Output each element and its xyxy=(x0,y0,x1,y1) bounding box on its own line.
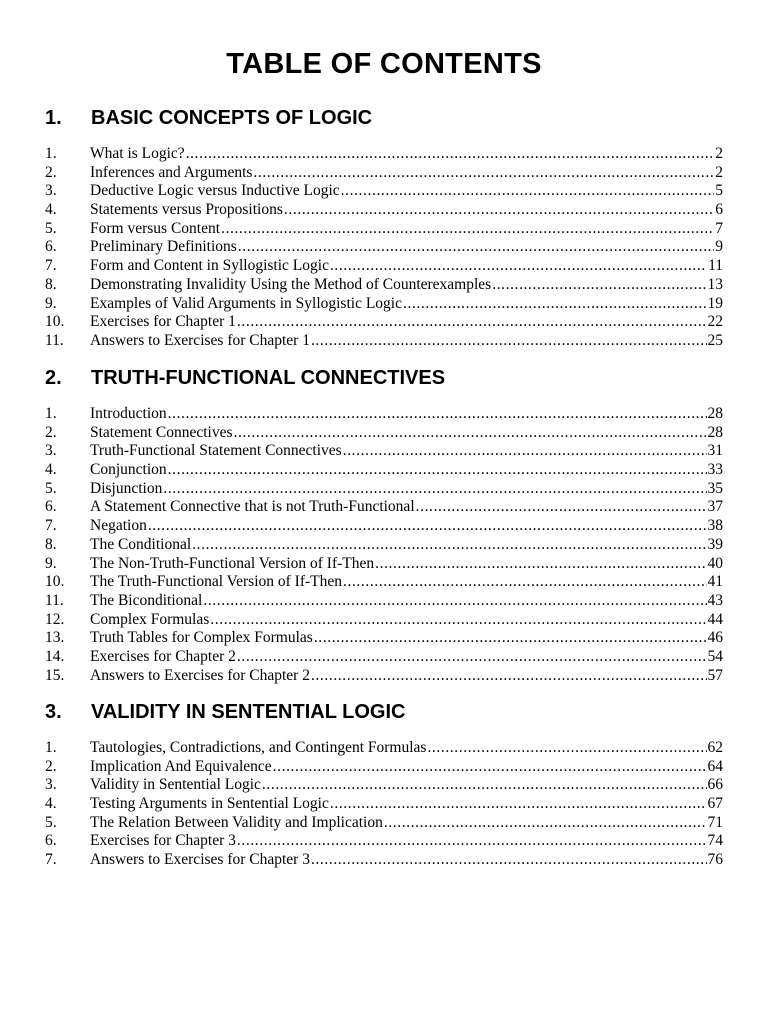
page-title: TABLE OF CONTENTS xyxy=(226,48,542,80)
entry-page-number: 13 xyxy=(707,275,723,293)
dot-leader xyxy=(238,238,714,256)
entry-line xyxy=(90,739,723,757)
entry-number: 6. xyxy=(45,238,57,256)
entry-page-number: 28 xyxy=(707,405,723,422)
entry-page-number: 38 xyxy=(707,517,723,535)
entry-title: Negation xyxy=(90,517,147,535)
entry-title: A Statement Connective that is not Truth-Functional xyxy=(90,498,415,516)
entry-title: The Conditional xyxy=(90,535,192,553)
chapter-heading xyxy=(0,701,768,741)
entry-list xyxy=(0,405,768,685)
entry-number: 13. xyxy=(45,629,65,647)
entry-title: Introduction xyxy=(90,405,167,422)
entry-number: 3. xyxy=(45,442,57,460)
entry-line xyxy=(90,776,723,794)
entry-page-number: 5 xyxy=(715,182,723,200)
toc-entry xyxy=(0,295,768,314)
dot-leader xyxy=(168,405,707,423)
entry-title: The Truth-Functional Version of If-Then xyxy=(90,573,342,591)
toc-entry xyxy=(0,795,768,814)
entry-page-number: 57 xyxy=(707,666,723,684)
dot-leader xyxy=(237,648,707,666)
toc-entry xyxy=(0,648,768,667)
dot-leader xyxy=(311,332,707,350)
entry-line xyxy=(90,313,723,331)
entry-title: The Relation Between Validity and Implication xyxy=(90,813,383,831)
entry-title: Disjunction xyxy=(90,479,163,497)
chapter-heading xyxy=(0,107,768,147)
dot-leader xyxy=(311,851,707,869)
entry-page-number: 44 xyxy=(707,610,723,628)
entry-number: 4. xyxy=(45,461,57,479)
entry-title: Form versus Content xyxy=(90,219,221,237)
entry-number: 11. xyxy=(45,331,64,349)
entry-line xyxy=(90,498,723,516)
toc-entry xyxy=(0,832,768,851)
toc-entry xyxy=(0,164,768,183)
entry-title: Conjunction xyxy=(90,461,167,479)
dot-leader xyxy=(221,220,714,238)
entry-number: 3. xyxy=(45,776,57,794)
entry-line xyxy=(90,461,723,479)
dot-leader xyxy=(416,498,707,516)
chapter-number: 3. xyxy=(45,701,62,723)
entry-page-number: 43 xyxy=(707,591,723,609)
entry-number: 14. xyxy=(45,647,65,665)
entry-number: 2. xyxy=(45,757,57,775)
entry-title: Demonstrating Invalidity Using the Method of Counterexamples xyxy=(90,275,492,293)
entry-page-number: 6 xyxy=(715,201,723,219)
entry-title: Answers to Exercises for Chapter 3 xyxy=(90,851,310,869)
entry-page-number: 28 xyxy=(707,423,723,441)
entry-title: Statement Connectives xyxy=(90,423,233,441)
entry-title: The Non-Truth-Functional Version of If-Then xyxy=(90,554,375,572)
entry-number: 11. xyxy=(45,591,64,609)
entry-line xyxy=(90,238,723,256)
entry-line xyxy=(90,592,723,610)
toc-entry xyxy=(0,776,768,795)
entry-line xyxy=(90,555,723,573)
toc-entry xyxy=(0,276,768,295)
entry-number: 6. xyxy=(45,498,57,516)
dot-leader xyxy=(403,295,707,313)
entry-title: Testing Arguments in Sentential Logic xyxy=(90,795,329,813)
toc-entry xyxy=(0,424,768,443)
dot-leader xyxy=(427,739,706,757)
entry-number: 6. xyxy=(45,832,57,850)
toc-entry xyxy=(0,257,768,276)
entry-line xyxy=(90,164,723,182)
toc-entry xyxy=(0,629,768,648)
dot-leader xyxy=(253,164,714,182)
entry-number: 2. xyxy=(45,163,57,181)
entry-number: 10. xyxy=(45,313,65,331)
entry-line xyxy=(90,145,723,163)
toc-entry xyxy=(0,536,768,555)
entry-page-number: 46 xyxy=(707,629,723,647)
toc-entry xyxy=(0,573,768,592)
entry-number: 9. xyxy=(45,294,57,312)
dot-leader xyxy=(330,257,707,275)
entry-line xyxy=(90,517,723,535)
entry-line xyxy=(90,405,723,423)
entry-title: Truth Tables for Complex Formulas xyxy=(90,629,313,647)
entry-title: Form and Content in Syllogistic Logic xyxy=(90,257,329,275)
toc-entry xyxy=(0,238,768,257)
entry-page-number: 35 xyxy=(707,479,723,497)
entry-line xyxy=(90,851,723,869)
entry-page-number: 67 xyxy=(707,795,723,813)
toc-entry xyxy=(0,182,768,201)
entry-page-number: 41 xyxy=(707,573,723,591)
entry-line xyxy=(90,814,723,832)
entry-title: Truth-Functional Statement Connectives xyxy=(90,442,342,460)
entry-page-number: 64 xyxy=(707,757,723,775)
dot-leader xyxy=(233,424,706,442)
dot-leader xyxy=(330,795,707,813)
dot-leader xyxy=(384,814,707,832)
entry-page-number: 40 xyxy=(707,554,723,572)
entry-line xyxy=(90,220,723,238)
entry-title: Tautologies, Contradictions, and Contingent Formulas xyxy=(90,739,427,756)
entry-line xyxy=(90,795,723,813)
entry-title: Inferences and Arguments xyxy=(90,163,253,181)
toc-entry xyxy=(0,667,768,686)
dot-leader xyxy=(210,611,706,629)
entry-list xyxy=(0,739,768,870)
toc-entry xyxy=(0,592,768,611)
entry-number: 12. xyxy=(45,610,65,628)
chapter-number: 1. xyxy=(45,107,62,129)
entry-line xyxy=(90,480,723,498)
entry-page-number: 22 xyxy=(707,313,723,331)
entry-page-number: 54 xyxy=(707,647,723,665)
entry-title: Answers to Exercises for Chapter 2 xyxy=(90,666,310,684)
entry-number: 1. xyxy=(45,405,57,422)
entry-page-number: 25 xyxy=(707,331,723,349)
toc-entry xyxy=(0,498,768,517)
entry-number: 10. xyxy=(45,573,65,591)
entry-number: 3. xyxy=(45,182,57,200)
entry-line xyxy=(90,332,723,350)
entry-line xyxy=(90,276,723,294)
toc-entry xyxy=(0,851,768,870)
chapter-title: BASIC CONCEPTS OF LOGIC xyxy=(91,107,373,129)
toc-entry xyxy=(0,313,768,332)
entry-number: 8. xyxy=(45,275,57,293)
entry-line xyxy=(90,442,723,460)
chapter-section xyxy=(0,367,768,684)
chapter-title: TRUTH-FUNCTIONAL CONNECTIVES xyxy=(91,367,446,389)
toc-entry xyxy=(0,461,768,480)
dot-leader xyxy=(311,667,707,685)
toc-entry xyxy=(0,220,768,239)
chapter-section xyxy=(0,701,768,869)
entry-number: 5. xyxy=(45,219,57,237)
entry-page-number: 39 xyxy=(707,535,723,553)
entry-page-number: 2 xyxy=(715,163,723,181)
entry-line xyxy=(90,648,723,666)
dot-leader xyxy=(343,442,707,460)
entry-page-number: 37 xyxy=(707,498,723,516)
entry-number: 2. xyxy=(45,423,57,441)
dot-leader xyxy=(273,758,707,776)
toc-entry xyxy=(0,405,768,424)
entry-page-number: 66 xyxy=(707,776,723,794)
entry-page-number: 19 xyxy=(707,294,723,312)
chapter-section xyxy=(0,107,768,349)
entry-number: 4. xyxy=(45,201,57,219)
chapter-number: 2. xyxy=(45,367,62,389)
entry-number: 9. xyxy=(45,554,57,572)
toc-entry xyxy=(0,517,768,536)
entry-title: Answers to Exercises for Chapter 1 xyxy=(90,331,310,349)
dot-leader xyxy=(148,517,707,535)
dot-leader xyxy=(284,201,714,219)
dot-leader xyxy=(343,573,707,591)
dot-leader xyxy=(237,832,707,850)
entry-line xyxy=(90,295,723,313)
entry-title: Validity in Sentential Logic xyxy=(90,776,261,794)
dot-leader xyxy=(168,461,707,479)
entry-page-number: 74 xyxy=(707,832,723,850)
entry-number: 5. xyxy=(45,813,57,831)
entry-number: 7. xyxy=(45,517,57,535)
toc-entry xyxy=(0,739,768,758)
toc-entry xyxy=(0,814,768,833)
entry-number: 1. xyxy=(45,739,57,756)
entry-page-number: 7 xyxy=(715,219,723,237)
toc-entry xyxy=(0,611,768,630)
dot-leader xyxy=(192,536,706,554)
entry-number: 7. xyxy=(45,851,57,869)
entry-page-number: 31 xyxy=(707,442,723,460)
entry-number: 7. xyxy=(45,257,57,275)
entry-page-number: 71 xyxy=(707,813,723,831)
toc-entry xyxy=(0,201,768,220)
entry-number: 5. xyxy=(45,479,57,497)
entry-title: Exercises for Chapter 1 xyxy=(90,313,236,331)
toc-entry xyxy=(0,555,768,574)
dot-leader xyxy=(262,776,707,794)
entry-title: Deductive Logic versus Inductive Logic xyxy=(90,182,340,200)
entry-page-number: 33 xyxy=(707,461,723,479)
dot-leader xyxy=(492,276,706,294)
entry-page-number: 9 xyxy=(715,238,723,256)
toc-entry xyxy=(0,332,768,351)
entry-title: Complex Formulas xyxy=(90,610,210,628)
entry-title: Preliminary Definitions xyxy=(90,238,237,256)
entry-title: Statements versus Propositions xyxy=(90,201,283,219)
dot-leader xyxy=(314,629,707,647)
entry-number: 8. xyxy=(45,535,57,553)
entry-title: Examples of Valid Arguments in Syllogistic Logic xyxy=(90,294,402,312)
entry-line xyxy=(90,201,723,219)
entry-title: Exercises for Chapter 2 xyxy=(90,647,236,665)
entry-line xyxy=(90,536,723,554)
dot-leader xyxy=(203,592,706,610)
toc-entry xyxy=(0,480,768,499)
entry-page-number: 11 xyxy=(708,257,723,275)
entry-number: 4. xyxy=(45,795,57,813)
toc-entry xyxy=(0,442,768,461)
entry-title: Exercises for Chapter 3 xyxy=(90,832,236,850)
dot-leader xyxy=(186,145,715,163)
chapter-heading xyxy=(0,367,768,407)
entry-line xyxy=(90,573,723,591)
entry-line xyxy=(90,667,723,685)
entry-page-number: 62 xyxy=(707,739,723,756)
entry-number: 1. xyxy=(45,145,57,162)
entry-line xyxy=(90,611,723,629)
toc-entry xyxy=(0,145,768,164)
toc-entry xyxy=(0,758,768,777)
dot-leader xyxy=(341,182,715,200)
entry-line xyxy=(90,257,723,275)
dot-leader xyxy=(237,313,707,331)
entry-number: 15. xyxy=(45,666,65,684)
entry-line xyxy=(90,424,723,442)
entry-title: The Biconditional xyxy=(90,591,203,609)
entry-line xyxy=(90,758,723,776)
dot-leader xyxy=(375,555,706,573)
chapter-title: VALIDITY IN SENTENTIAL LOGIC xyxy=(91,701,406,723)
entry-title: What is Logic? xyxy=(90,145,185,162)
entry-page-number: 76 xyxy=(707,851,723,869)
dot-leader xyxy=(163,480,706,498)
entry-title: Implication And Equivalence xyxy=(90,757,272,775)
entry-page-number: 2 xyxy=(715,145,723,162)
entry-line xyxy=(90,629,723,647)
entry-list xyxy=(0,145,768,351)
entry-line xyxy=(90,182,723,200)
entry-line xyxy=(90,832,723,850)
